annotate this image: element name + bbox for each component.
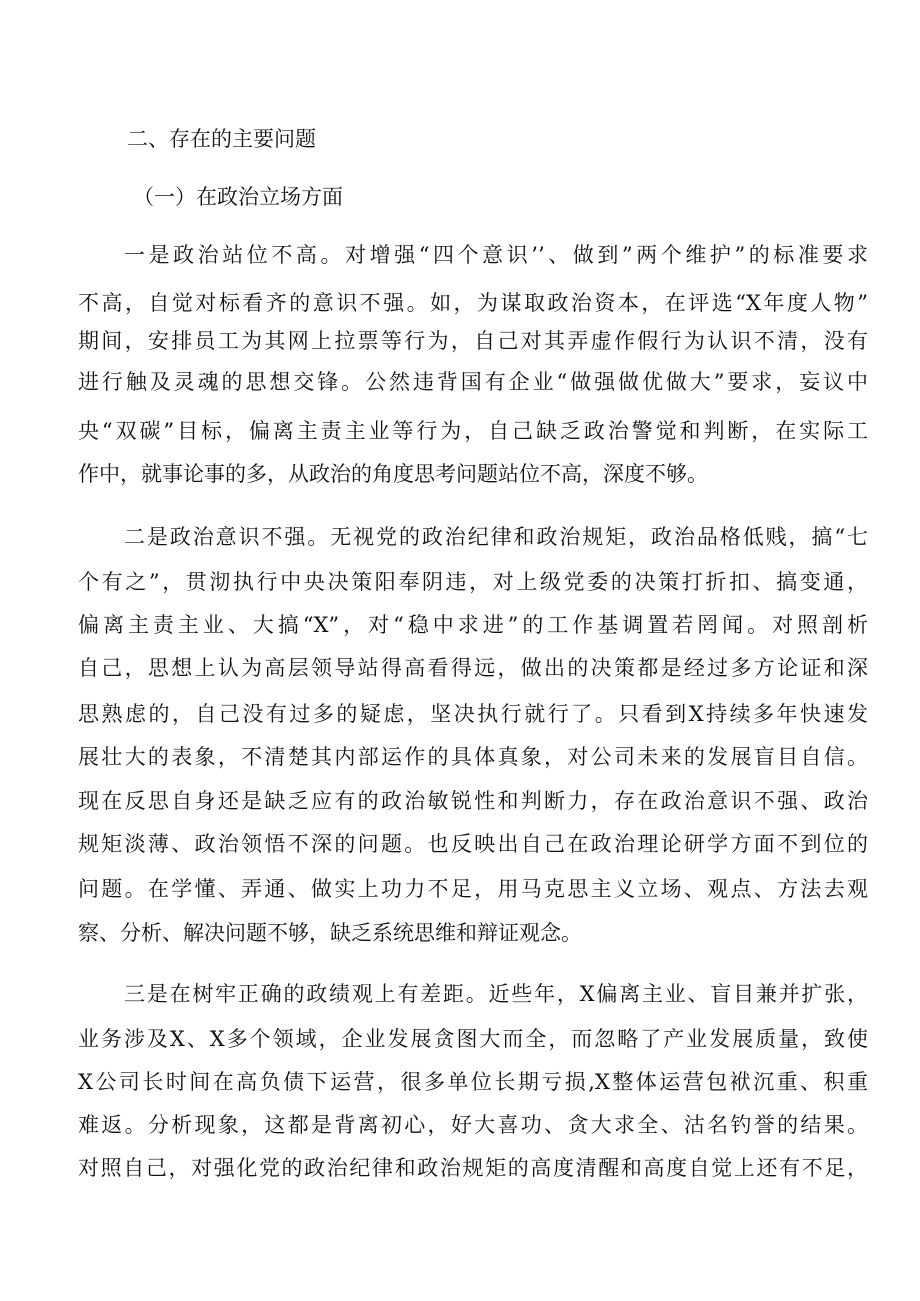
- paragraph-line: 现在反思自身还是缺乏应有的政治敏锐性和判断力，存在政治意识不强、政治: [78, 789, 868, 813]
- paragraph-line: 进行触及灵魂的思想交锋。公然违背国有企业“做强做优做大”要求，妄议中: [78, 370, 868, 394]
- paragraph-line: 三是在树牢正确的政绩观上有差距。近些年，X偏离主业、盲目兼并扩张，: [124, 982, 868, 1006]
- paragraph-line: 二是政治意识不强。无视党的政治纪律和政治规矩，政治品格低贱，搞“七: [124, 525, 868, 549]
- paragraph-line: 自己，思想上认为高层领导站得高看得远，做出的决策都是经过多方论证和深: [78, 656, 868, 680]
- paragraph-line: 作中，就事论事的多，从政治的角度思考问题站位不高，深度不够。: [78, 462, 708, 486]
- paragraph-line: 期间，安排员工为其网上拉票等行为，自己对其弄虚作假行为认识不清，没有: [78, 329, 868, 353]
- section-subtitle: （一）在政治立场方面: [133, 185, 343, 209]
- paragraph-line: 规矩淡薄、政治领悟不深的问题。也反映出自己在政治理论研学方面不到位的: [78, 832, 868, 856]
- paragraph-line: 思熟虑的，自己没有过多的疑虑，坚决执行就行了。只看到X持续多年快速发: [78, 702, 868, 726]
- paragraph-line: 察、分析、解决问题不够，缺乏系统思维和辩证观念。: [78, 921, 582, 945]
- paragraph-line: X公司长时间在高负债下运营，很多单位长期亏损,X整体运营包袱沉重、积重: [78, 1070, 868, 1094]
- paragraph-line: 问题。在学懂、弄通、做实上功力不足，用马克思主义立场、观点、方法去观: [78, 877, 868, 901]
- paragraph-line: 对照自己，对强化党的政治纪律和政治规矩的高度清醒和高度自觉上还有不足，: [78, 1156, 868, 1180]
- paragraph-line: 偏离主责主业、大搞“X”，对“稳中求进”的工作基调置若罔闻。对照剖析: [78, 613, 868, 637]
- paragraph-line: 不高，自觉对标看齐的意识不强。如，为谋取政治资本，在评选“X年度人物”: [78, 291, 868, 315]
- paragraph-line: 展壮大的表象，不清楚其内部运作的具体真象，对公司未来的发展盲目自信。: [78, 745, 868, 769]
- paragraph-line: 央“双碳”目标，偏离主责主业等行为，自己缺乏政治警觉和判断，在实际工: [78, 419, 868, 443]
- paragraph-line: 一是政治站位不高。对增强“四个意识’’、做到”两个维护”的标准要求: [124, 243, 868, 267]
- paragraph-line: 业务涉及X、X多个领域，企业发展贪图大而全，而忽略了产业发展质量，致使: [78, 1027, 868, 1051]
- paragraph-line: 个有之”，贯沏执行中央决策阳奉阴违，对上级党委的决策打折扣、搞变通，: [78, 570, 868, 594]
- paragraph-line: 难返。分析现象，这都是背离初心，好大喜功、贪大求全、沽名钓誉的结果。: [78, 1113, 868, 1137]
- section-title: 二、存在的主要问题: [127, 127, 316, 151]
